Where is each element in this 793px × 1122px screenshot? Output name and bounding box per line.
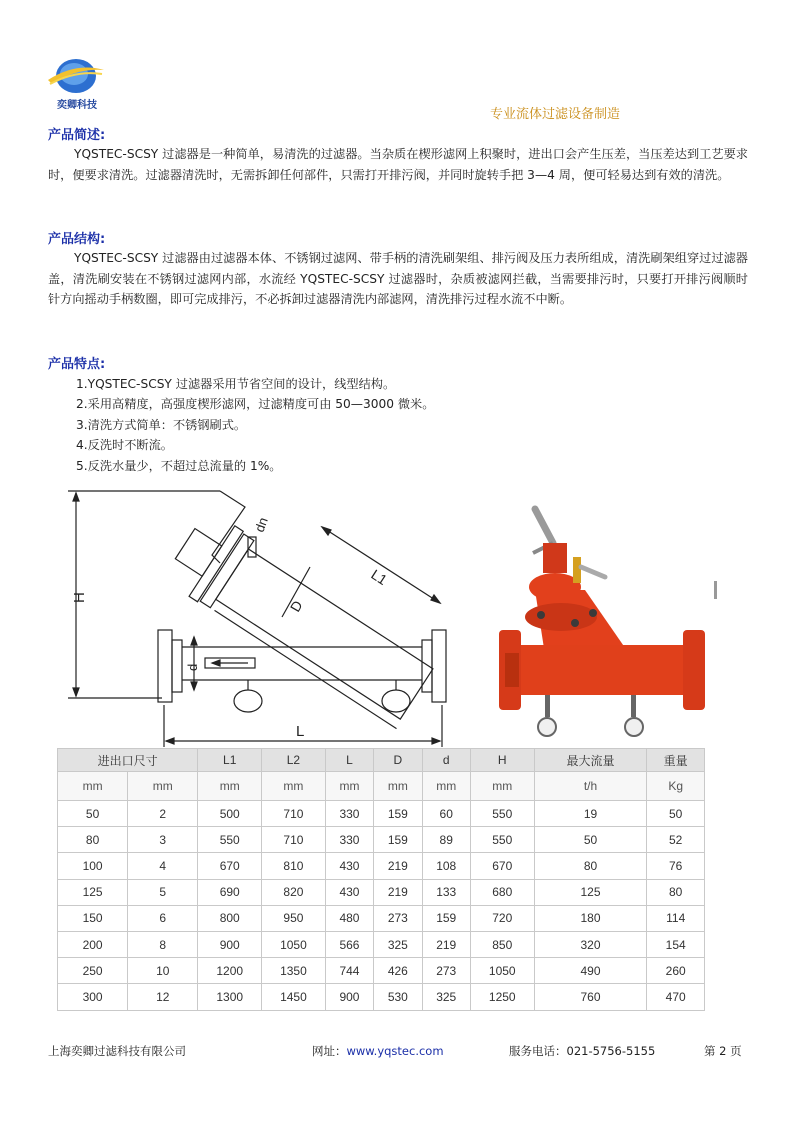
table-cell: 250 [58,958,128,984]
table-cell: 108 [422,853,470,879]
table-header-cell: 重量 [647,749,705,772]
table-cell: 80 [647,879,705,905]
table-cell: 6 [128,905,198,931]
table-unit-cell: mm [325,772,373,801]
table-cell: 219 [422,931,470,957]
feature-item: 1.YQSTEC-SCSY 过滤器采用节省空间的设计，线型结构。 [76,377,396,391]
table-row [58,905,705,931]
table-units-row [58,772,705,801]
dim-label-l1: L1 [368,566,391,589]
table-cell: 300 [58,984,128,1010]
table-cell: 430 [325,879,373,905]
table-row [58,853,705,879]
footer-website [312,1043,444,1059]
product-photo [495,495,720,745]
table-unit-cell: mm [58,772,128,801]
table-header-row [58,749,705,772]
table-body [58,801,705,1011]
table-cell: 325 [374,931,422,957]
table-cell: 566 [325,931,373,957]
structure-text: YQSTEC-SCSY 过滤器由过滤器本体、不锈钢过滤网、带手柄的清洗刷架组、排污阀及压力表所组成，清洗刷架组穿过过滤器盖，清洗刷安装在不锈钢过滤网内部，水流经 YQSTEC-SCSY 过滤器时，杂质被滤网拦截，当需要排污时，只要打开排污阀顺时针方向摇动手柄数圈，即可完成排污，不必拆卸过滤器清洗内部滤网，清洗排污过程水流不中断。 [48,251,748,306]
table-cell: 159 [374,827,422,853]
table-cell: 80 [58,827,128,853]
feature-item: 5.反洗水量少，不超过总流量的 1%。 [76,459,282,473]
table-cell: 760 [534,984,647,1010]
table-cell: 330 [325,827,373,853]
table-cell: 219 [374,879,422,905]
feature-item: 3.清洗方式简单：不锈钢刷式。 [76,418,247,432]
table-cell: 80 [534,853,647,879]
table-unit-cell: Kg [647,772,705,801]
table-cell: 5 [128,879,198,905]
table-cell: 159 [422,905,470,931]
table-cell: 480 [325,905,373,931]
table-header-cell: 进出口尺寸 [58,749,198,772]
table-cell: 50 [58,801,128,827]
table-header-cell: L2 [262,749,326,772]
table-cell: 710 [262,827,326,853]
table-cell: 550 [198,827,262,853]
table-cell: 690 [198,879,262,905]
table-row [58,879,705,905]
table-cell: 550 [470,801,534,827]
logo-emblem [46,56,106,100]
website-link[interactable]: www.yqstec.com [346,1044,444,1058]
table-cell: 260 [647,958,705,984]
table-cell: 670 [198,853,262,879]
overview-paragraph [48,144,748,185]
table-cell: 330 [325,801,373,827]
table-header-cell: L [325,749,373,772]
footer-phone-label: 服务电话： [509,1044,567,1058]
table-cell: 430 [325,853,373,879]
table-header-cell: D [374,749,422,772]
table-row [58,827,705,853]
table-cell: 426 [374,958,422,984]
table-header-cell: H [470,749,534,772]
table-cell: 490 [534,958,647,984]
logo-text: 奕卿科技 [57,100,97,111]
table-cell: 273 [422,958,470,984]
table-cell: 4 [128,853,198,879]
section-title-overview: 产品简述: [48,128,106,143]
dimension-drawing [60,485,460,750]
table-cell: 900 [325,984,373,1010]
table-cell: 950 [262,905,326,931]
table-cell: 470 [647,984,705,1010]
table-cell: 680 [470,879,534,905]
feature-item: 4.反洗时不断流。 [76,438,173,452]
table-cell: 900 [198,931,262,957]
table-cell: 60 [422,801,470,827]
table-cell: 800 [198,905,262,931]
table-cell: 10 [128,958,198,984]
header-tagline: 专业流体过滤设备制造 [490,107,621,122]
dim-label-h: H [71,592,88,603]
table-unit-cell: mm [470,772,534,801]
table-cell: 850 [470,931,534,957]
table-cell: 8 [128,931,198,957]
table-unit-cell: mm [422,772,470,801]
table-cell: 50 [647,801,705,827]
table-cell: 154 [647,931,705,957]
table-header-cell: L1 [198,749,262,772]
table-cell: 1350 [262,958,326,984]
footer-phone-number: 021-5756-5155 [566,1044,656,1058]
table-cell: 550 [470,827,534,853]
structure-paragraph [48,248,748,310]
table-row [58,958,705,984]
table-cell: 150 [58,905,128,931]
footer-phone [509,1043,655,1059]
table-cell: 1450 [262,984,326,1010]
table-cell: 114 [647,905,705,931]
dim-label-d-upper: D [286,597,306,615]
table-cell: 52 [647,827,705,853]
table-cell: 125 [534,879,647,905]
table-cell: 12 [128,984,198,1010]
table-row [58,801,705,827]
section-title-features: 产品特点: [48,357,106,372]
table-cell: 89 [422,827,470,853]
table-cell: 133 [422,879,470,905]
table-cell: 670 [470,853,534,879]
table-cell: 200 [58,931,128,957]
table-cell: 76 [647,853,705,879]
section-title-structure: 产品结构: [48,232,106,247]
footer-company: 上海奕卿过滤科技有限公司 [48,1044,186,1058]
table-cell: 720 [470,905,534,931]
table-cell: 50 [534,827,647,853]
table-unit-cell: mm [374,772,422,801]
table-cell: 1300 [198,984,262,1010]
table-unit-cell: mm [262,772,326,801]
table-header-cell: d [422,749,470,772]
table-cell: 2 [128,801,198,827]
table-unit-cell: mm [198,772,262,801]
table-cell: 273 [374,905,422,931]
table-row [58,984,705,1010]
table-unit-cell: t/h [534,772,647,801]
table-cell: 500 [198,801,262,827]
spec-table [57,748,705,1011]
dim-label-d-lower: d [185,663,200,671]
dim-label-l: L [296,723,305,740]
table-row [58,931,705,957]
table-cell: 1200 [198,958,262,984]
table-cell: 19 [534,801,647,827]
feature-item: 2.采用高精度，高强度楔形滤网，过滤精度可由 50—3000 微米。 [76,397,435,411]
table-cell: 219 [374,853,422,879]
table-cell: 325 [422,984,470,1010]
table-cell: 125 [58,879,128,905]
table-cell: 1050 [262,931,326,957]
table-cell: 810 [262,853,326,879]
footer-website-label: 网址： [312,1044,347,1058]
table-cell: 744 [325,958,373,984]
table-cell: 3 [128,827,198,853]
table-cell: 180 [534,905,647,931]
table-cell: 1250 [470,984,534,1010]
table-cell: 1050 [470,958,534,984]
table-unit-cell: mm [128,772,198,801]
table-cell: 530 [374,984,422,1010]
dim-label-dn: dn [251,515,271,535]
footer-page-number: 第 2 页 [704,1044,742,1058]
overview-text: YQSTEC-SCSY 过滤器是一种简单，易清洗的过滤器。当杂质在楔形滤网上积聚时，进出口会产生压差，当压差达到工艺要求时，便要求清洗。过滤器清洗时，无需拆卸任何部件，只需打开排污阀，并同时旋转手把 3—4 周，便可轻易达到有效的清洗。 [48,147,748,182]
table-header-cell: 最大流量 [534,749,647,772]
table-cell: 100 [58,853,128,879]
table-cell: 159 [374,801,422,827]
table-cell: 820 [262,879,326,905]
table-cell: 320 [534,931,647,957]
table-cell: 710 [262,801,326,827]
